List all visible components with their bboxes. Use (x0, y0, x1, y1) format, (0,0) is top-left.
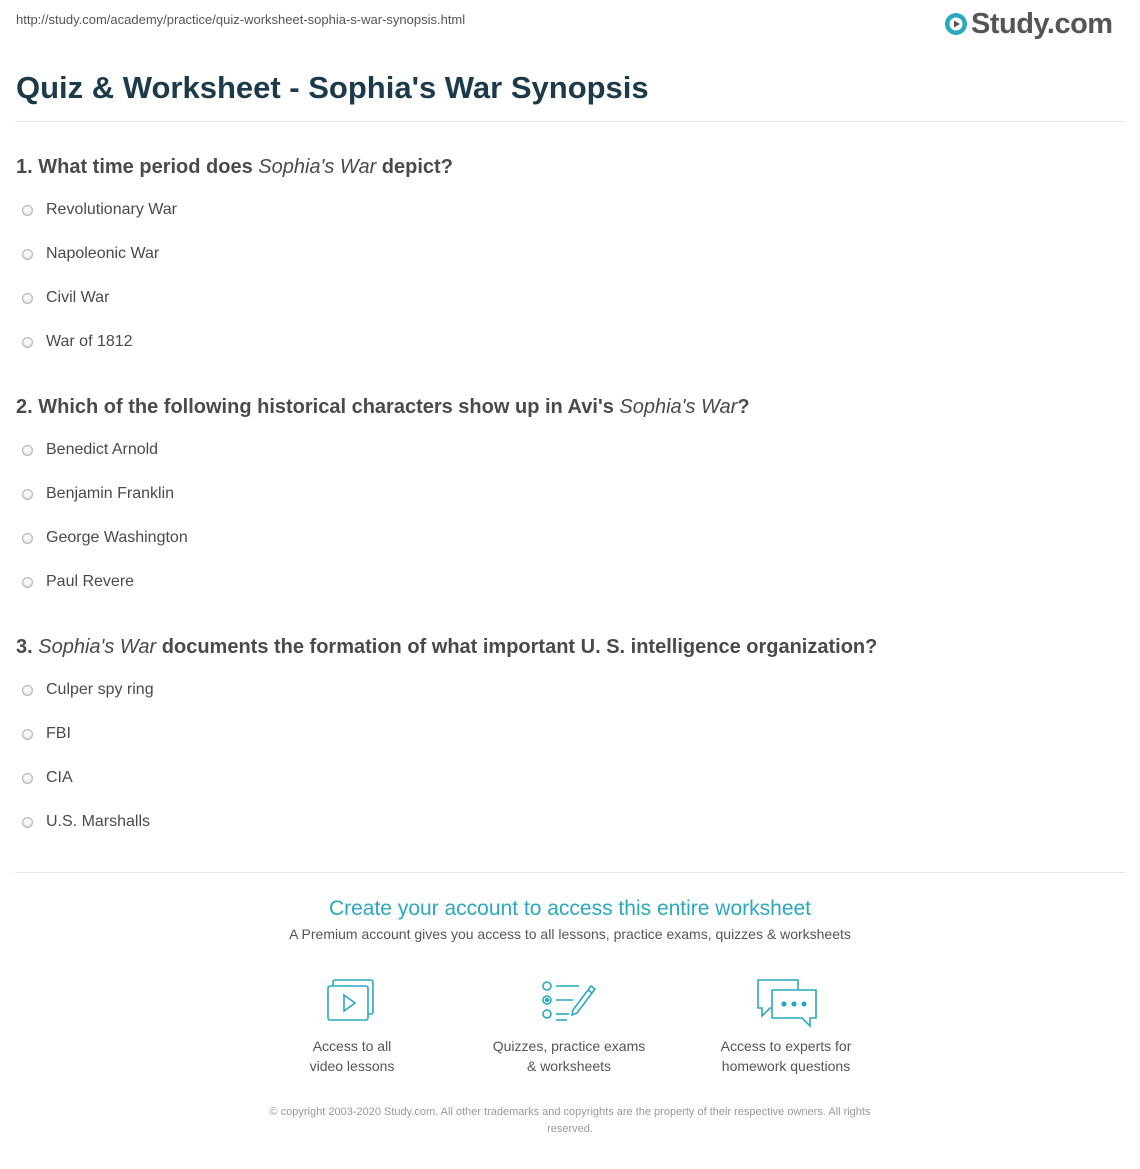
answer-option[interactable] (22, 331, 133, 353)
question-number: 1. (16, 156, 33, 178)
feature-experts (686, 978, 886, 1076)
copyright-line: reserved. (547, 1123, 593, 1135)
copyright-footer (210, 1104, 930, 1138)
answer-option[interactable] (22, 527, 188, 549)
answer-option[interactable] (22, 723, 71, 745)
question-3 (16, 634, 877, 660)
answer-option[interactable] (22, 243, 159, 265)
answer-label: Napoleonic War (46, 245, 160, 262)
radio-button-icon[interactable] (22, 489, 33, 500)
radio-button-icon[interactable] (22, 729, 33, 740)
chat-bubbles-icon (754, 978, 818, 1028)
answer-option[interactable] (22, 811, 150, 833)
quiz-divider (15, 872, 1125, 873)
answer-label: George Washington (46, 529, 188, 546)
top-bar (0, 0, 1140, 50)
answer-option[interactable] (22, 439, 158, 461)
answer-option[interactable] (22, 199, 177, 221)
video-lessons-icon (325, 978, 379, 1024)
radio-button-icon[interactable] (22, 337, 33, 348)
answer-label: Benjamin Franklin (46, 485, 175, 502)
title-divider (15, 121, 1125, 122)
radio-button-icon[interactable] (22, 773, 33, 784)
create-account-link[interactable]: Create your account to access this entire worksheet (328, 897, 812, 920)
radio-button-icon[interactable] (22, 249, 33, 260)
logo-text (971, 8, 1113, 40)
radio-button-icon[interactable] (22, 533, 33, 544)
logo-suffix: .com (1046, 8, 1113, 40)
play-logo-icon (944, 12, 968, 36)
feature-quizzes (469, 978, 669, 1076)
feature-label-line: & worksheets (526, 1058, 612, 1074)
question-text-title: Sophia's War (258, 156, 377, 178)
radio-button-icon[interactable] (22, 685, 33, 696)
answer-label: U.S. Marshalls (46, 813, 151, 830)
question-text-title: Sophia's War (619, 396, 738, 418)
page-title: Quiz & Worksheet - Sophia's War Synopsis (16, 70, 649, 105)
feature-video-lessons (252, 978, 452, 1076)
logo-brand: Study (971, 8, 1047, 40)
feature-label-line: Access to experts for (720, 1038, 852, 1054)
answer-option[interactable] (22, 679, 154, 701)
answer-option[interactable] (22, 287, 109, 309)
question-text-pre: Which of the following historical characters show up in Avi's (38, 396, 620, 418)
feature-label-line: video lessons (309, 1058, 395, 1074)
answer-option[interactable] (22, 571, 134, 593)
answer-label: Benedict Arnold (46, 441, 159, 458)
question-text-post: depict? (376, 156, 453, 178)
answer-label: CIA (46, 769, 73, 786)
radio-button-icon[interactable] (22, 817, 33, 828)
answer-label: FBI (46, 725, 71, 742)
study-logo[interactable] (944, 8, 1113, 40)
quiz-checklist-icon (541, 978, 597, 1024)
answer-option[interactable] (22, 767, 73, 789)
question-number: 2. (16, 396, 33, 418)
feature-label (686, 1036, 886, 1076)
answer-label: War of 1812 (46, 333, 133, 350)
feature-label (469, 1036, 669, 1076)
answer-option[interactable] (22, 483, 174, 505)
feature-label-line: Access to all (312, 1038, 392, 1054)
answer-label: Culper spy ring (46, 681, 154, 698)
question-number: 3. (16, 636, 33, 658)
question-text-pre: What time period does (38, 156, 259, 178)
answer-label: Civil War (46, 289, 110, 306)
feature-label (252, 1036, 452, 1076)
question-text-title: Sophia's War (38, 636, 157, 658)
question-text-post: ? (737, 396, 750, 418)
radio-button-icon[interactable] (22, 205, 33, 216)
radio-button-icon[interactable] (22, 445, 33, 456)
feature-label-line: Quizzes, practice exams (492, 1038, 646, 1054)
radio-button-icon[interactable] (22, 577, 33, 588)
question-text-post: documents the formation of what important U. S. intelligence organization? (156, 636, 878, 658)
copyright-line: © copyright 2003-2020 Study.com. All other trademarks and copyrights are the property of their respective owners. All rights (269, 1106, 871, 1118)
page-url: http://study.com/academy/practice/quiz-worksheet-sophia-s-war-synopsis.html (16, 12, 466, 27)
question-2 (16, 394, 750, 420)
answer-label: Paul Revere (46, 573, 135, 590)
question-1 (16, 154, 453, 180)
feature-label-line: homework questions (721, 1058, 851, 1074)
answer-label: Revolutionary War (46, 201, 178, 218)
radio-button-icon[interactable] (22, 293, 33, 304)
premium-description: A Premium account gives you access to all lessons, practice exams, quizzes & worksheets (289, 926, 851, 942)
